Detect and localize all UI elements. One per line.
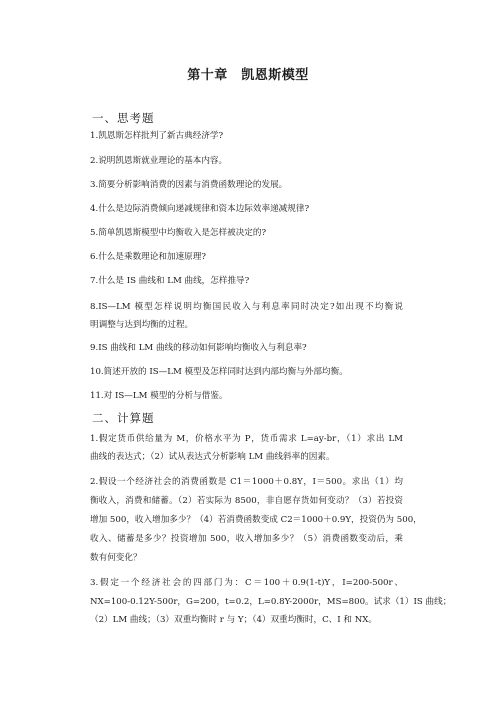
question-8-line: 明调整与达到均衡的过程。 bbox=[90, 320, 194, 330]
problem-3-line: 3.假定一个经济社会的四部门为：C＝100＋0.9(1-t)Y，I=200-500r、 bbox=[90, 578, 403, 588]
question-item: 4.什么是边际消费倾向递减规律和资本边际效率递减规律? bbox=[90, 204, 310, 214]
problem-2-line: 收入、储蓄是多少？投资增加 500，收入增加多少？（5）消费函数变动后，乘 bbox=[90, 534, 403, 544]
problem-2-line: 2.假设一个经济社会的消费函数是 C1＝1000＋0.8Y，I＝500。求出（1）均 bbox=[90, 477, 403, 487]
question-item-8 bbox=[90, 298, 403, 334]
question-item: 2.说明凯恩斯就业理论的基本内容。 bbox=[90, 156, 228, 166]
chapter-title: 第十章 凯恩斯模型 bbox=[187, 68, 309, 83]
question-item: 9.IS 曲线和 LM 曲线的移动如何影响均衡收入与利息率? bbox=[90, 343, 307, 353]
section-heading-calculation: 二、计算题 bbox=[92, 411, 155, 425]
problem-2-line: 增加 500，收入增加多少？（4）若消费函数变成 C2＝1000＋0.9Y，投资仍为 500， bbox=[90, 515, 422, 525]
problem-2-line: 衡收入，消费和储蓄。（2）若实际为 8500，非自愿存货如何变动？（3）若投资 bbox=[90, 496, 403, 506]
problem-2-line: 数有何变化？ bbox=[90, 553, 142, 563]
question-item: 10.简述开放的 IS—LM 模型及怎样同时达到内部均衡与外部均衡。 bbox=[90, 367, 348, 377]
problem-3-line: （2）LM 曲线；（3）双重均衡时 r 与 Y；（4）双重均衡时，C、I 和 NX。 bbox=[90, 615, 377, 625]
problem-1-line: 曲线的表达式；（2）试从表达式分析影响 LM 曲线斜率的因素。 bbox=[90, 452, 335, 462]
question-item: 3.简要分析影响消费的因素与消费函数理论的发展。 bbox=[90, 180, 288, 190]
section-heading-thinking-questions: 一、思考题 bbox=[92, 111, 155, 125]
question-item: 7.什么是 IS 曲线和 LM 曲线，怎样推导? bbox=[90, 276, 250, 286]
question-8-line: 8.IS—LM 模型怎样说明均衡国民收入与利息率同时决定?如出现不均衡说 bbox=[90, 302, 403, 312]
problem-1 bbox=[90, 430, 403, 466]
question-item: 1.凯恩斯怎样批判了新古典经济学? bbox=[90, 131, 224, 141]
question-item: 6.什么是乘数理论和加速原理? bbox=[90, 252, 206, 262]
question-item: 5.简单凯恩斯模型中均衡收入是怎样被决定的? bbox=[90, 228, 267, 238]
problem-3-line: NX=100-0.12Y-500r，G=200，t=0.2，L=0.8Y-2000r，MS=800。试求（1）IS 曲线； bbox=[90, 596, 452, 607]
question-item: 11.对 IS—LM 模型的分析与借鉴。 bbox=[90, 391, 228, 401]
problem-1-line: 1.假定货币供给量为 M，价格水平为 P，货币需求 L=ay-br，（1）求出 LM bbox=[90, 434, 403, 444]
problem-3 bbox=[90, 574, 452, 630]
problem-2 bbox=[90, 473, 422, 568]
